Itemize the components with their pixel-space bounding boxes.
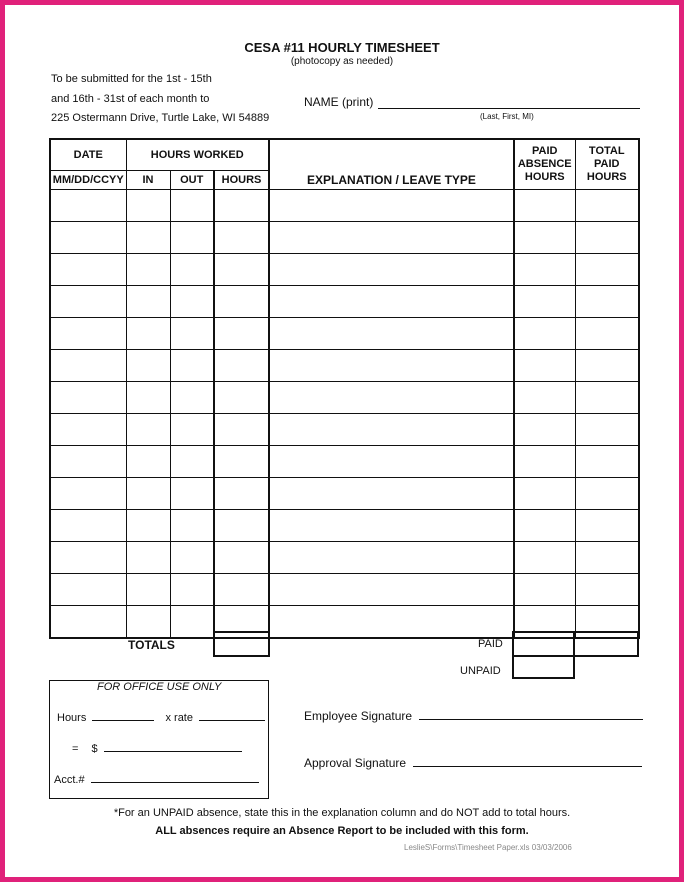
date-header: DATE bbox=[50, 139, 126, 171]
paid-absence-line3: HOURS bbox=[524, 171, 565, 183]
file-path-info: LeslieS\Forms\Timesheet Paper.xls 03/03/2006 bbox=[404, 843, 572, 852]
office-acct-row bbox=[54, 772, 259, 786]
paid-absence-line2: ABSENCE bbox=[517, 158, 572, 170]
timesheet-row bbox=[50, 286, 639, 318]
hours-cell[interactable] bbox=[214, 286, 269, 318]
paid-absence-cell[interactable] bbox=[514, 318, 575, 350]
out-cell[interactable] bbox=[170, 574, 214, 606]
date-cell[interactable] bbox=[50, 414, 126, 446]
date-cell[interactable] bbox=[50, 542, 126, 574]
out-cell[interactable] bbox=[170, 190, 214, 222]
name-field[interactable] bbox=[378, 108, 640, 109]
total-paid-line1: TOTAL bbox=[588, 145, 625, 157]
out-cell[interactable] bbox=[170, 542, 214, 574]
explanation-cell[interactable] bbox=[269, 510, 514, 542]
timesheet-row bbox=[50, 254, 639, 286]
out-cell[interactable] bbox=[170, 222, 214, 254]
out-cell[interactable] bbox=[170, 350, 214, 382]
in-cell[interactable] bbox=[126, 446, 170, 478]
in-cell[interactable] bbox=[126, 286, 170, 318]
timesheet-row bbox=[50, 318, 639, 350]
office-amount-field[interactable] bbox=[104, 741, 242, 752]
timesheet-row bbox=[50, 542, 639, 574]
date-cell[interactable] bbox=[50, 478, 126, 510]
timesheet-row bbox=[50, 190, 639, 222]
explanation-cell[interactable] bbox=[269, 222, 514, 254]
explanation-cell[interactable] bbox=[269, 190, 514, 222]
out-cell[interactable] bbox=[170, 510, 214, 542]
hours-cell[interactable] bbox=[214, 478, 269, 510]
timesheet-row bbox=[50, 414, 639, 446]
in-cell[interactable] bbox=[126, 478, 170, 510]
explanation-cell[interactable] bbox=[269, 446, 514, 478]
date-cell[interactable] bbox=[50, 382, 126, 414]
total-paid-cell[interactable] bbox=[575, 286, 639, 318]
in-cell[interactable] bbox=[126, 318, 170, 350]
date-cell[interactable] bbox=[50, 510, 126, 542]
paid-label: PAID bbox=[478, 638, 503, 650]
explanation-cell[interactable] bbox=[269, 350, 514, 382]
out-cell[interactable] bbox=[170, 446, 214, 478]
total-paid-cell[interactable] bbox=[575, 190, 639, 222]
office-hours-field[interactable] bbox=[92, 710, 154, 721]
explanation-cell[interactable] bbox=[269, 574, 514, 606]
paid-absence-cell[interactable] bbox=[514, 414, 575, 446]
paid-absence-cell[interactable] bbox=[514, 382, 575, 414]
office-equals: = bbox=[72, 743, 79, 755]
in-cell[interactable] bbox=[126, 350, 170, 382]
explanation-cell[interactable] bbox=[269, 542, 514, 574]
date-cell[interactable] bbox=[50, 286, 126, 318]
total-paid-line2: PAID bbox=[594, 158, 620, 170]
office-acct-label: Acct.# bbox=[54, 774, 85, 786]
hours-cell[interactable] bbox=[214, 350, 269, 382]
out-cell[interactable] bbox=[170, 606, 214, 639]
form-title: CESA #11 HOURLY TIMESHEET bbox=[244, 40, 440, 55]
in-cell[interactable] bbox=[126, 254, 170, 286]
hours-header: HOURS bbox=[214, 171, 269, 190]
office-hours-row bbox=[57, 710, 265, 724]
approval-signature-row bbox=[304, 756, 642, 770]
paid-absence-cell[interactable] bbox=[514, 222, 575, 254]
out-cell[interactable] bbox=[170, 414, 214, 446]
timesheet-row bbox=[50, 478, 639, 510]
total-paid-cell[interactable] bbox=[575, 222, 639, 254]
office-rate-field[interactable] bbox=[199, 710, 265, 721]
submission-info-line1: To be submitted for the 1st - 15th bbox=[51, 73, 212, 85]
paid-absence-cell[interactable] bbox=[514, 350, 575, 382]
date-cell[interactable] bbox=[50, 318, 126, 350]
total-paid-total-box[interactable] bbox=[571, 631, 639, 657]
out-cell[interactable] bbox=[170, 478, 214, 510]
submission-address: 225 Ostermann Drive, Turtle Lake, WI 54889 bbox=[51, 112, 270, 124]
office-dollar-sign: $ bbox=[91, 743, 98, 755]
office-use-title: FOR OFFICE USE ONLY bbox=[97, 681, 222, 693]
date-cell[interactable] bbox=[50, 574, 126, 606]
explanation-cell[interactable] bbox=[269, 254, 514, 286]
out-cell[interactable] bbox=[170, 382, 214, 414]
date-format-header: MM/DD/CCYY bbox=[50, 171, 126, 190]
timesheet-row bbox=[50, 446, 639, 478]
approval-signature-field[interactable] bbox=[413, 756, 642, 767]
explanation-cell[interactable] bbox=[269, 382, 514, 414]
in-cell[interactable] bbox=[126, 382, 170, 414]
total-paid-cell[interactable] bbox=[575, 574, 639, 606]
explanation-header: EXPLANATION / LEAVE TYPE bbox=[269, 139, 514, 190]
name-hint: (Last, First, MI) bbox=[480, 112, 534, 121]
total-paid-cell[interactable] bbox=[575, 254, 639, 286]
timesheet-row bbox=[50, 222, 639, 254]
paid-absence-cell[interactable] bbox=[514, 286, 575, 318]
out-header: OUT bbox=[170, 171, 214, 190]
date-cell[interactable] bbox=[50, 350, 126, 382]
total-paid-cell[interactable] bbox=[575, 382, 639, 414]
date-cell[interactable] bbox=[50, 190, 126, 222]
hours-cell[interactable] bbox=[214, 222, 269, 254]
out-cell[interactable] bbox=[170, 254, 214, 286]
totals-label: TOTALS bbox=[128, 638, 175, 652]
paid-absence-cell[interactable] bbox=[514, 574, 575, 606]
paid-absence-cell[interactable] bbox=[514, 542, 575, 574]
total-paid-cell[interactable] bbox=[575, 414, 639, 446]
employee-signature-field[interactable] bbox=[419, 709, 643, 720]
hours-cell[interactable] bbox=[214, 254, 269, 286]
paid-absence-cell[interactable] bbox=[514, 510, 575, 542]
timesheet-row bbox=[50, 510, 639, 542]
unpaid-label: UNPAID bbox=[460, 665, 501, 677]
out-cell[interactable] bbox=[170, 318, 214, 350]
paid-absence-cell[interactable] bbox=[514, 190, 575, 222]
in-cell[interactable] bbox=[126, 222, 170, 254]
timesheet-row bbox=[50, 350, 639, 382]
hours-cell[interactable] bbox=[214, 190, 269, 222]
total-hours-box[interactable] bbox=[213, 631, 270, 657]
paid-absence-cell[interactable] bbox=[514, 446, 575, 478]
paid-absence-cell[interactable] bbox=[514, 478, 575, 510]
paid-absence-cell[interactable] bbox=[514, 254, 575, 286]
hours-cell[interactable] bbox=[214, 574, 269, 606]
office-acct-field[interactable] bbox=[91, 772, 259, 783]
total-paid-cell[interactable] bbox=[575, 446, 639, 478]
employee-signature-label: Employee Signature bbox=[304, 709, 413, 723]
hours-cell[interactable] bbox=[214, 318, 269, 350]
absence-report-note: ALL absences require an Absence Report to be included with this form. bbox=[155, 825, 529, 837]
hours-cell[interactable] bbox=[214, 382, 269, 414]
submission-info-line2: and 16th - 31st of each month to bbox=[51, 93, 210, 105]
timesheet-row bbox=[50, 574, 639, 606]
in-cell[interactable] bbox=[126, 510, 170, 542]
total-paid-hours-header bbox=[575, 139, 639, 190]
date-cell[interactable] bbox=[50, 606, 126, 639]
office-amount-row bbox=[72, 741, 242, 755]
in-cell[interactable] bbox=[126, 414, 170, 446]
hours-cell[interactable] bbox=[214, 414, 269, 446]
unpaid-total-box[interactable] bbox=[512, 655, 575, 679]
hours-worked-header: HOURS WORKED bbox=[126, 139, 269, 171]
in-header: IN bbox=[126, 171, 170, 190]
in-cell[interactable] bbox=[126, 542, 170, 574]
office-hours-label: Hours bbox=[57, 712, 87, 724]
explanation-cell[interactable] bbox=[269, 606, 514, 639]
office-rate-label: x rate bbox=[165, 712, 193, 724]
date-cell[interactable] bbox=[50, 222, 126, 254]
total-paid-cell[interactable] bbox=[575, 350, 639, 382]
total-paid-line3: HOURS bbox=[586, 171, 627, 183]
date-cell[interactable] bbox=[50, 446, 126, 478]
total-paid-cell[interactable] bbox=[575, 318, 639, 350]
total-paid-cell[interactable] bbox=[575, 510, 639, 542]
hours-cell[interactable] bbox=[214, 510, 269, 542]
hours-cell[interactable] bbox=[214, 446, 269, 478]
paid-absence-line1: PAID bbox=[532, 145, 558, 157]
paid-absence-hours-header bbox=[514, 139, 575, 190]
name-label: NAME (print) bbox=[304, 95, 374, 109]
explanation-cell[interactable] bbox=[269, 318, 514, 350]
timesheet-row bbox=[50, 382, 639, 414]
in-cell[interactable] bbox=[126, 606, 170, 639]
employee-signature-row bbox=[304, 709, 643, 723]
paid-absence-total-box[interactable] bbox=[512, 631, 575, 657]
out-cell[interactable] bbox=[170, 286, 214, 318]
total-paid-cell[interactable] bbox=[575, 542, 639, 574]
explanation-cell[interactable] bbox=[269, 414, 514, 446]
unpaid-absence-note: *For an UNPAID absence, state this in the explanation column and do NOT add to total hours. bbox=[113, 807, 571, 819]
approval-signature-label: Approval Signature bbox=[304, 756, 407, 770]
explanation-cell[interactable] bbox=[269, 478, 514, 510]
in-cell[interactable] bbox=[126, 574, 170, 606]
hours-cell[interactable] bbox=[214, 542, 269, 574]
explanation-cell[interactable] bbox=[269, 286, 514, 318]
date-cell[interactable] bbox=[50, 254, 126, 286]
timesheet-table bbox=[49, 138, 640, 639]
form-subtitle: (photocopy as needed) bbox=[290, 56, 394, 67]
in-cell[interactable] bbox=[126, 190, 170, 222]
total-paid-cell[interactable] bbox=[575, 478, 639, 510]
